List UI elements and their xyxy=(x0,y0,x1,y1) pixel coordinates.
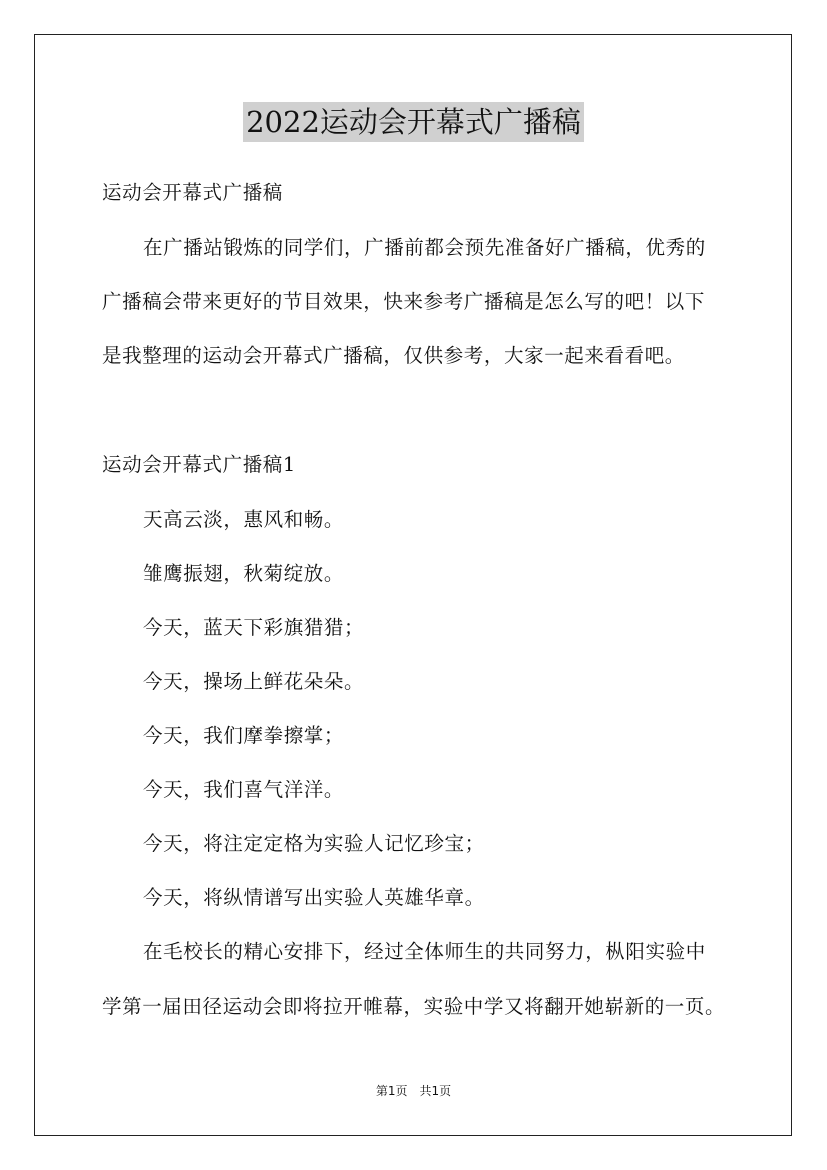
page-footer xyxy=(0,1083,827,1099)
page-number: 第1页 xyxy=(375,1084,408,1098)
intro-line-3: 是我整理的运动会开幕式广播稿，仅供参考，大家一起来看看吧。 xyxy=(102,344,685,367)
verse-line-1: 天高云淡，惠风和畅。 xyxy=(143,508,345,531)
verse-line-2: 雏鹰振翅，秋菊绽放。 xyxy=(143,562,345,585)
verse-line-6: 今天，我们喜气洋洋。 xyxy=(143,778,345,801)
page-total: 共1页 xyxy=(419,1084,452,1098)
verse-line-5: 今天，我们摩拳擦掌； xyxy=(143,724,345,747)
closing-line-2: 学第一届田径运动会即将拉开帷幕，实验中学又将翻开她崭新的一页。 xyxy=(102,995,726,1018)
closing-line-1: 在毛校长的精心安排下，经过全体师生的共同努力，枞阳实验中 xyxy=(143,940,706,963)
section-heading: 运动会开幕式广播稿1 xyxy=(102,453,296,476)
verse-line-3: 今天，蓝天下彩旗猎猎； xyxy=(143,616,365,639)
verse-line-7: 今天，将注定定格为实验人记忆珍宝； xyxy=(143,832,485,855)
verse-line-4: 今天，操场上鲜花朵朵。 xyxy=(143,670,365,693)
intro-line-1: 在广播站锻炼的同学们，广播前都会预先准备好广播稿，优秀的 xyxy=(143,236,706,259)
intro-line-2: 广播稿会带来更好的节目效果，快来参考广播稿是怎么写的吧！以下 xyxy=(102,290,706,313)
subtitle: 运动会开幕式广播稿 xyxy=(102,181,283,204)
document-title: 2022运动会开幕式广播稿 xyxy=(243,102,584,142)
document-title-wrapper xyxy=(0,102,827,142)
verse-line-8: 今天，将纵情谱写出实验人英雄华章。 xyxy=(143,886,485,909)
